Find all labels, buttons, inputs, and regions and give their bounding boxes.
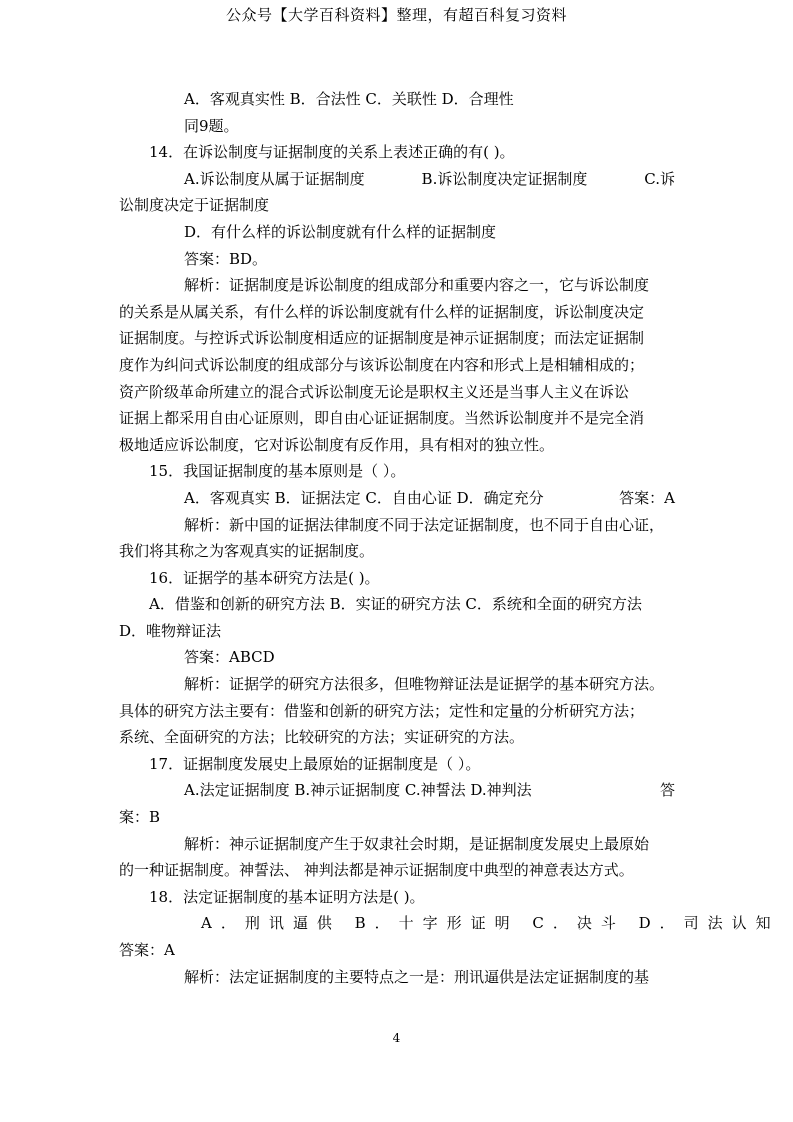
option-a: A.诉讼制度从属于证据制度 — [184, 169, 365, 188]
question-16-options: A．借鉴和创新的研究方法 B．实证的研究方法 C．系统和全面的研究方法 — [149, 595, 642, 614]
analysis-17: 解析：神示证据制度产生于奴隶社会时期，是证据制度发展史上最原始 — [184, 834, 650, 853]
analysis-18: 解析：法定证据制度的主要特点之一是：刑讯逼供是法定证据制度的基 — [184, 967, 650, 986]
options: A.法定证据制度 B.神示证据制度 C.神誓法 D.神判法 — [184, 781, 532, 800]
analysis-line: 度作为纠问式诉讼制度的组成部分与该诉讼制度在内容和形式上是相辅相成的； — [119, 355, 645, 374]
answer-18: 答案：A — [119, 941, 175, 959]
question-15: 15．我国证据制度的基本原则是（ ）。 — [149, 462, 406, 481]
page-header: 公众号【大学百科资料】整理，有超百科复习资料 — [225, 6, 567, 24]
analysis-line: 极地适应诉讼制度，它对诉讼制度有反作用，具有相对的独立性。 — [119, 435, 555, 454]
option-c: C.诉 — [644, 169, 675, 188]
analysis-line: 具体的研究方法主要有：借鉴和创新的研究方法；定性和定量的分析研究方法； — [119, 701, 645, 720]
option-d: D．有什么样的诉讼制度就有什么样的证据制度 — [184, 222, 497, 241]
analysis-16: 解析：证据学的研究方法很多，但唯物辩证法是证据学的基本研究方法。 — [184, 675, 665, 694]
option-continuation: 讼制度决定于证据制度 — [119, 196, 270, 215]
analysis-line: 资产阶级革命所建立的混合式诉讼制度无论是职权主义还是当事人主义在诉讼 — [119, 382, 630, 401]
question-15-options — [119, 485, 675, 512]
question-14: 14．在诉讼制度与证据制度的关系上表述正确的有( )。 — [149, 143, 515, 162]
answer-15: 答案：A — [619, 488, 675, 507]
answer-16: 答案：ABCD — [184, 648, 275, 667]
option-d: D．唯物辩证法 — [119, 621, 222, 640]
question-18-options: A．刑讯逼供 B．十字形证明 C．决斗 D．司法认知 — [201, 914, 780, 933]
option-line: A．客观真实性 B．合法性 C．关联性 D．合理性 — [184, 90, 514, 108]
question-16: 16．证据学的基本研究方法是( )。 — [149, 568, 380, 587]
document-body — [119, 86, 780, 990]
analysis-line: 的关系是从属关系，有什么样的诉讼制度就有什么样的证据制度，诉讼制度决定 — [119, 302, 645, 321]
options: A．客观真实 B．证据法定 C．自由心证 D．确定充分 — [184, 488, 544, 507]
analysis-line: 我们将其称之为客观真实的证据制度。 — [119, 542, 375, 561]
answer-17: 案：B — [119, 808, 161, 827]
analysis-line: 证据制度。与控诉式诉讼制度相适应的证据制度是神示证据制度；而法定证据制 — [119, 329, 645, 348]
analysis-14: 解析：证据制度是诉讼制度的组成部分和重要内容之一，它与诉讼制度 — [184, 276, 650, 295]
option-b: B.诉讼制度决定证据制度 — [421, 169, 588, 188]
question-18: 18．法定证据制度的基本证明方法是( )。 — [149, 887, 425, 906]
analysis-line: 的一种证据制度。神誓法、 神判法都是神示证据制度中典型的神意表达方式。 — [119, 861, 634, 880]
question-14-options — [119, 166, 675, 193]
question-17-options — [119, 777, 675, 804]
page-number: 4 — [392, 1031, 401, 1045]
analysis-line: 系统、全面研究的方法；比较研究的方法；实证研究的方法。 — [119, 728, 525, 747]
answer-label-part: 答 — [659, 781, 675, 800]
question-17: 17．证据制度发展史上最原始的证据制度是（ ）。 — [149, 754, 481, 773]
analysis-line: 证据上都采用自由心证原则，即自由心证证据制度。当然诉讼制度并不是完全消 — [119, 409, 645, 428]
answer-14: 答案：BD。 — [184, 249, 268, 268]
analysis-15: 解析：新中国的证据法律制度不同于法定证据制度，也不同于自由心证， — [184, 515, 665, 534]
answer-note: 同9题。 — [184, 116, 239, 135]
